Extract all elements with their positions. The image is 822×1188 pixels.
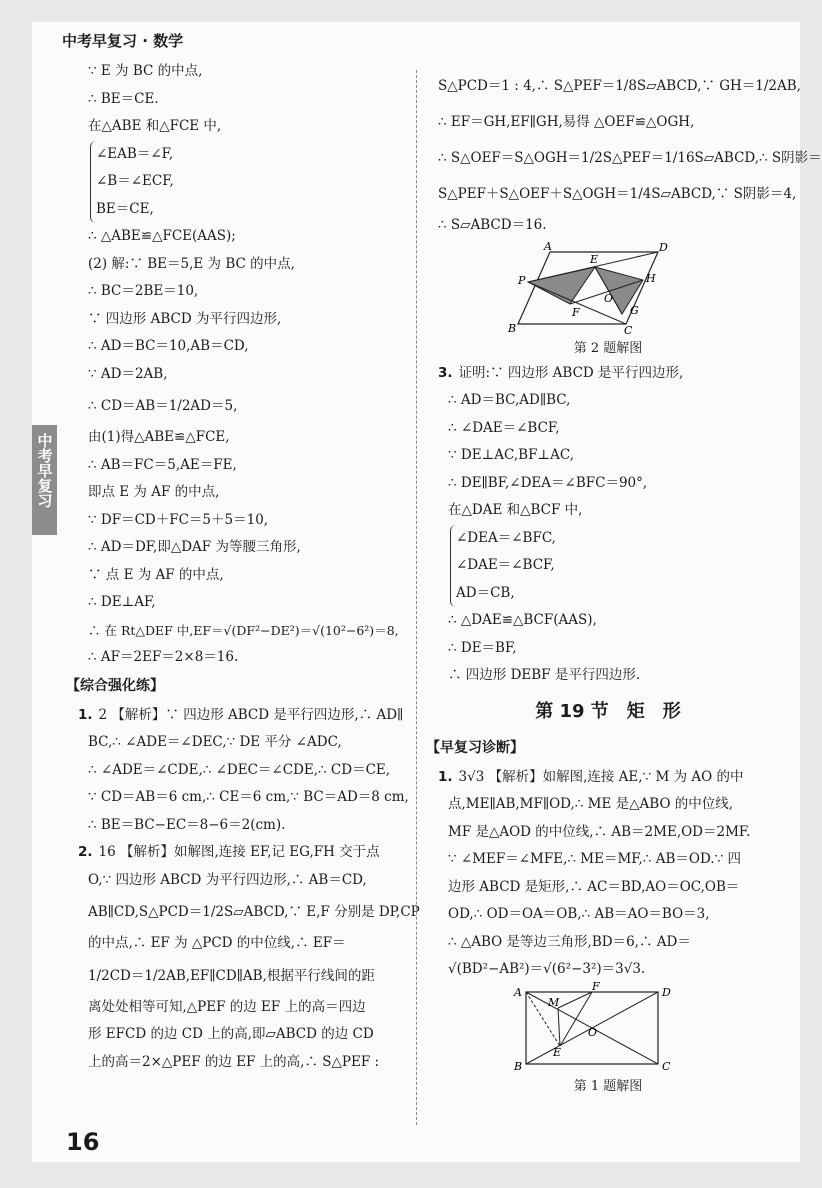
fig2-label-A: A — [544, 239, 552, 253]
brace-group — [90, 141, 406, 224]
solution-line: ∴ EF＝GH,EF∥GH,易得 △OEF≌△OGH, — [438, 114, 695, 130]
fig2-label-O: O — [604, 291, 614, 305]
fig2-label-B: B — [508, 321, 517, 335]
side-tab — [32, 425, 57, 535]
question-number: 2. — [78, 844, 93, 860]
left-column — [66, 58, 420, 1076]
question-line — [438, 764, 778, 792]
fig1-label-F: F — [592, 979, 600, 993]
proof-line: ∴ AF＝2EF＝2×8＝16. — [88, 649, 239, 665]
question-line: 点,ME∥AB,MF∥OD,∴ ME 是△ABO 的中位线, — [448, 796, 734, 812]
proof-line: ∵ E 为 BC 的中点, — [88, 63, 203, 79]
question-line: BC,∴ ∠ADE＝∠DEC,∵ DE 平分 ∠ADC, — [88, 734, 342, 750]
solution-line: S△PEF＋S△OEF＋S△OGH＝1/4S▱ABCD,∵ S阴影＝4, — [438, 186, 797, 202]
chapter-title: 第 19 节 矩 形 — [535, 700, 681, 722]
proof-line: ∴ CD＝AB＝1/2AD＝5, — [88, 398, 238, 414]
question-line — [78, 702, 406, 730]
fig1-label-D: D — [662, 985, 671, 999]
question-number: 3. — [438, 364, 453, 381]
brace-group — [450, 525, 778, 608]
question-line: 离处处相等可知,△PEF 的边 EF 上的高＝四边 — [88, 998, 366, 1015]
fig1-label-O: O — [588, 1025, 598, 1039]
proof-line: ∵ DE⊥AC,BF⊥AC, — [448, 447, 575, 463]
brace-line: AD＝CB, — [456, 584, 515, 601]
proof-line: ∴ AD＝DF,即△DAF 为等腰三角形, — [88, 539, 301, 555]
question-line: MF 是△AOD 的中位线,∴ AB＝2ME,OD＝2MF. — [448, 823, 751, 840]
fig2-label-P: P — [518, 273, 526, 287]
proof-line: ∴ △DAE≌△BCF(AAS), — [448, 612, 597, 628]
proof-line: ∴ ∠DAE＝∠BCF, — [448, 419, 560, 436]
section-title: 【综合强化练】 — [66, 677, 164, 694]
proof-line: ∴ BC＝2BE＝10, — [88, 283, 199, 299]
page-number: 16 — [66, 1128, 100, 1156]
fig1-label-A: A — [514, 985, 522, 999]
column-divider — [416, 70, 417, 1125]
proof-line: 在△DAE 和△BCF 中, — [448, 502, 583, 518]
question-line: ∴ ∠ADE＝∠CDE,∴ ∠DEC＝∠CDE,∴ CD＝CE, — [88, 761, 391, 778]
question-line: 形 EFCD 的边 CD 上的高,即▱ABCD 的边 CD — [88, 1026, 374, 1042]
brace-line: ∠B＝∠ECF, — [96, 173, 174, 189]
question-line: ∵ ∠MEF＝∠MFE,∴ ME＝MF,∴ AB＝OD.∵ 四 — [448, 851, 741, 867]
proof-line: ∴ DE⊥AF, — [88, 594, 156, 610]
proof-line: ∵ AD＝2AB, — [88, 365, 168, 382]
proof-line: ∵ DF＝CD＋FC＝5＋5＝10, — [88, 511, 269, 528]
solution-line: ∴ S▱ABCD＝16. — [438, 217, 547, 233]
question-text: 3√3 【解析】如解图,连接 AE,∵ M 为 AO 的中 — [458, 768, 744, 785]
fig2-label-G: G — [630, 303, 639, 317]
fig2-label-C: C — [624, 323, 633, 337]
fig2-label-F: F — [572, 305, 580, 319]
figure-1-caption: 第 1 题解图 — [573, 1078, 643, 1094]
side-tab-label: 中考早复习 — [35, 433, 54, 508]
brace-line: BE＝CE, — [96, 200, 154, 217]
brace-line: ∠DAE＝∠BCF, — [456, 557, 555, 573]
question-line: AB∥CD,S△PCD＝1/2S▱ABCD,∵ E,F 分别是 DP,CP — [88, 904, 420, 920]
question-line: 上的高＝2×△PEF 的边 EF 上的高,∴ S△PEF : — [88, 1053, 380, 1070]
proof-line: ∴ BE＝CE. — [88, 90, 159, 107]
fig1-label-M: M — [548, 995, 560, 1009]
proof-line: ∴ △ABE≌△FCE(AAS); — [88, 228, 236, 244]
proof-line: ∴ AD＝BC,AD∥BC, — [448, 392, 571, 408]
figure-2-diagram — [498, 239, 668, 337]
solution-line: ∴ S△OEF＝S△OGH＝1/2S△PEF＝1/16S▱ABCD,∴ S阴影＝ — [438, 150, 822, 166]
solution-line: S△PCD＝1 : 4,∴ S△PEF＝1/8S▱ABCD,∵ GH＝1/2AB, — [438, 78, 801, 94]
question-line: ∴ BE＝BC−EC＝8−6＝2(cm). — [88, 816, 286, 833]
question-line: O,∵ 四边形 ABCD 为平行四边形,∴ AB＝CD, — [88, 871, 367, 888]
question-line: ∴ △ABO 是等边三角形,BD＝6,∴ AD＝ — [448, 933, 691, 950]
fig2-label-H: H — [646, 271, 656, 285]
proof-line: ∴ 四边形 DEBF 是平行四边形. — [448, 667, 641, 683]
question-text: 16 【解析】如解图,连接 EF,记 EG,FH 交于点 — [98, 844, 380, 860]
question-line: 的中点,∴ EF 为 △PCD 的中位线,∴ EF＝ — [88, 935, 346, 951]
question-line: 边形 ABCD 是矩形,∴ AC＝BD,AO＝OC,OB＝ — [448, 878, 740, 895]
fig1-label-B: B — [514, 1059, 523, 1073]
question-number: 1. — [78, 706, 93, 723]
proof-line: ∴ AD＝BC＝10,AB＝CD, — [88, 338, 249, 354]
fig1-label-E: E — [553, 1045, 562, 1059]
brace-line: ∠DEA＝∠BFC, — [456, 529, 556, 546]
proof-line: ∴ DE＝BF, — [448, 639, 517, 656]
proof-line: 在△ABE 和△FCE 中, — [88, 118, 222, 134]
question-text: 2 【解析】∵ 四边形 ABCD 是平行四边形,∴ AD∥ — [98, 706, 404, 723]
proof-line: ∴ 在 Rt△DEF 中,EF＝√(DF²−DE²)＝√(10²−6²)＝8, — [88, 622, 399, 638]
fig2-label-E: E — [590, 252, 599, 266]
proof-line: 由(1)得△ABE≌△FCE, — [88, 429, 230, 445]
proof-line: ∵ 四边形 ABCD 为平行四边形, — [88, 310, 282, 327]
question-line: OD,∴ OD＝OA＝OB,∴ AB＝AO＝BO＝3, — [448, 906, 710, 922]
question-line — [438, 360, 778, 388]
proof-line: 即点 E 为 AF 的中点, — [88, 484, 220, 500]
question-text: 证明:∵ 四边形 ABCD 是平行四边形, — [458, 364, 684, 381]
proof-line: ∴ AB＝FC＝5,AE＝FE, — [88, 456, 237, 473]
question-line — [78, 839, 406, 867]
brace-line: ∠EAB＝∠F, — [96, 145, 174, 162]
question-number: 1. — [438, 768, 453, 785]
figure-2-caption: 第 2 题解图 — [573, 340, 643, 356]
question-line: 1/2CD＝1/2AB,EF∥CD∥AB,根据平行线间的距 — [88, 967, 375, 984]
proof-line: ∴ DE∥BF,∠DEA＝∠BFC＝90°, — [448, 474, 648, 491]
fig1-label-C: C — [662, 1059, 671, 1073]
fig2-label-D: D — [659, 240, 668, 254]
proof-line: (2) 解:∵ BE＝5,E 为 BC 的中点, — [88, 255, 295, 272]
proof-line: ∵ 点 E 为 AF 的中点, — [88, 566, 224, 583]
section-title: 【早复习诊断】 — [426, 739, 524, 756]
right-column — [426, 68, 822, 1098]
question-line: ∵ CD＝AB＝6 cm,∴ CE＝6 cm,∵ BC＝AD＝8 cm, — [88, 789, 409, 805]
question-line: √(BD²−AB²)＝√(6²−3²)＝3√3. — [448, 961, 646, 977]
figure-1-diagram — [508, 979, 678, 1073]
page-header: 中考早复习 · 数学 — [62, 32, 184, 50]
